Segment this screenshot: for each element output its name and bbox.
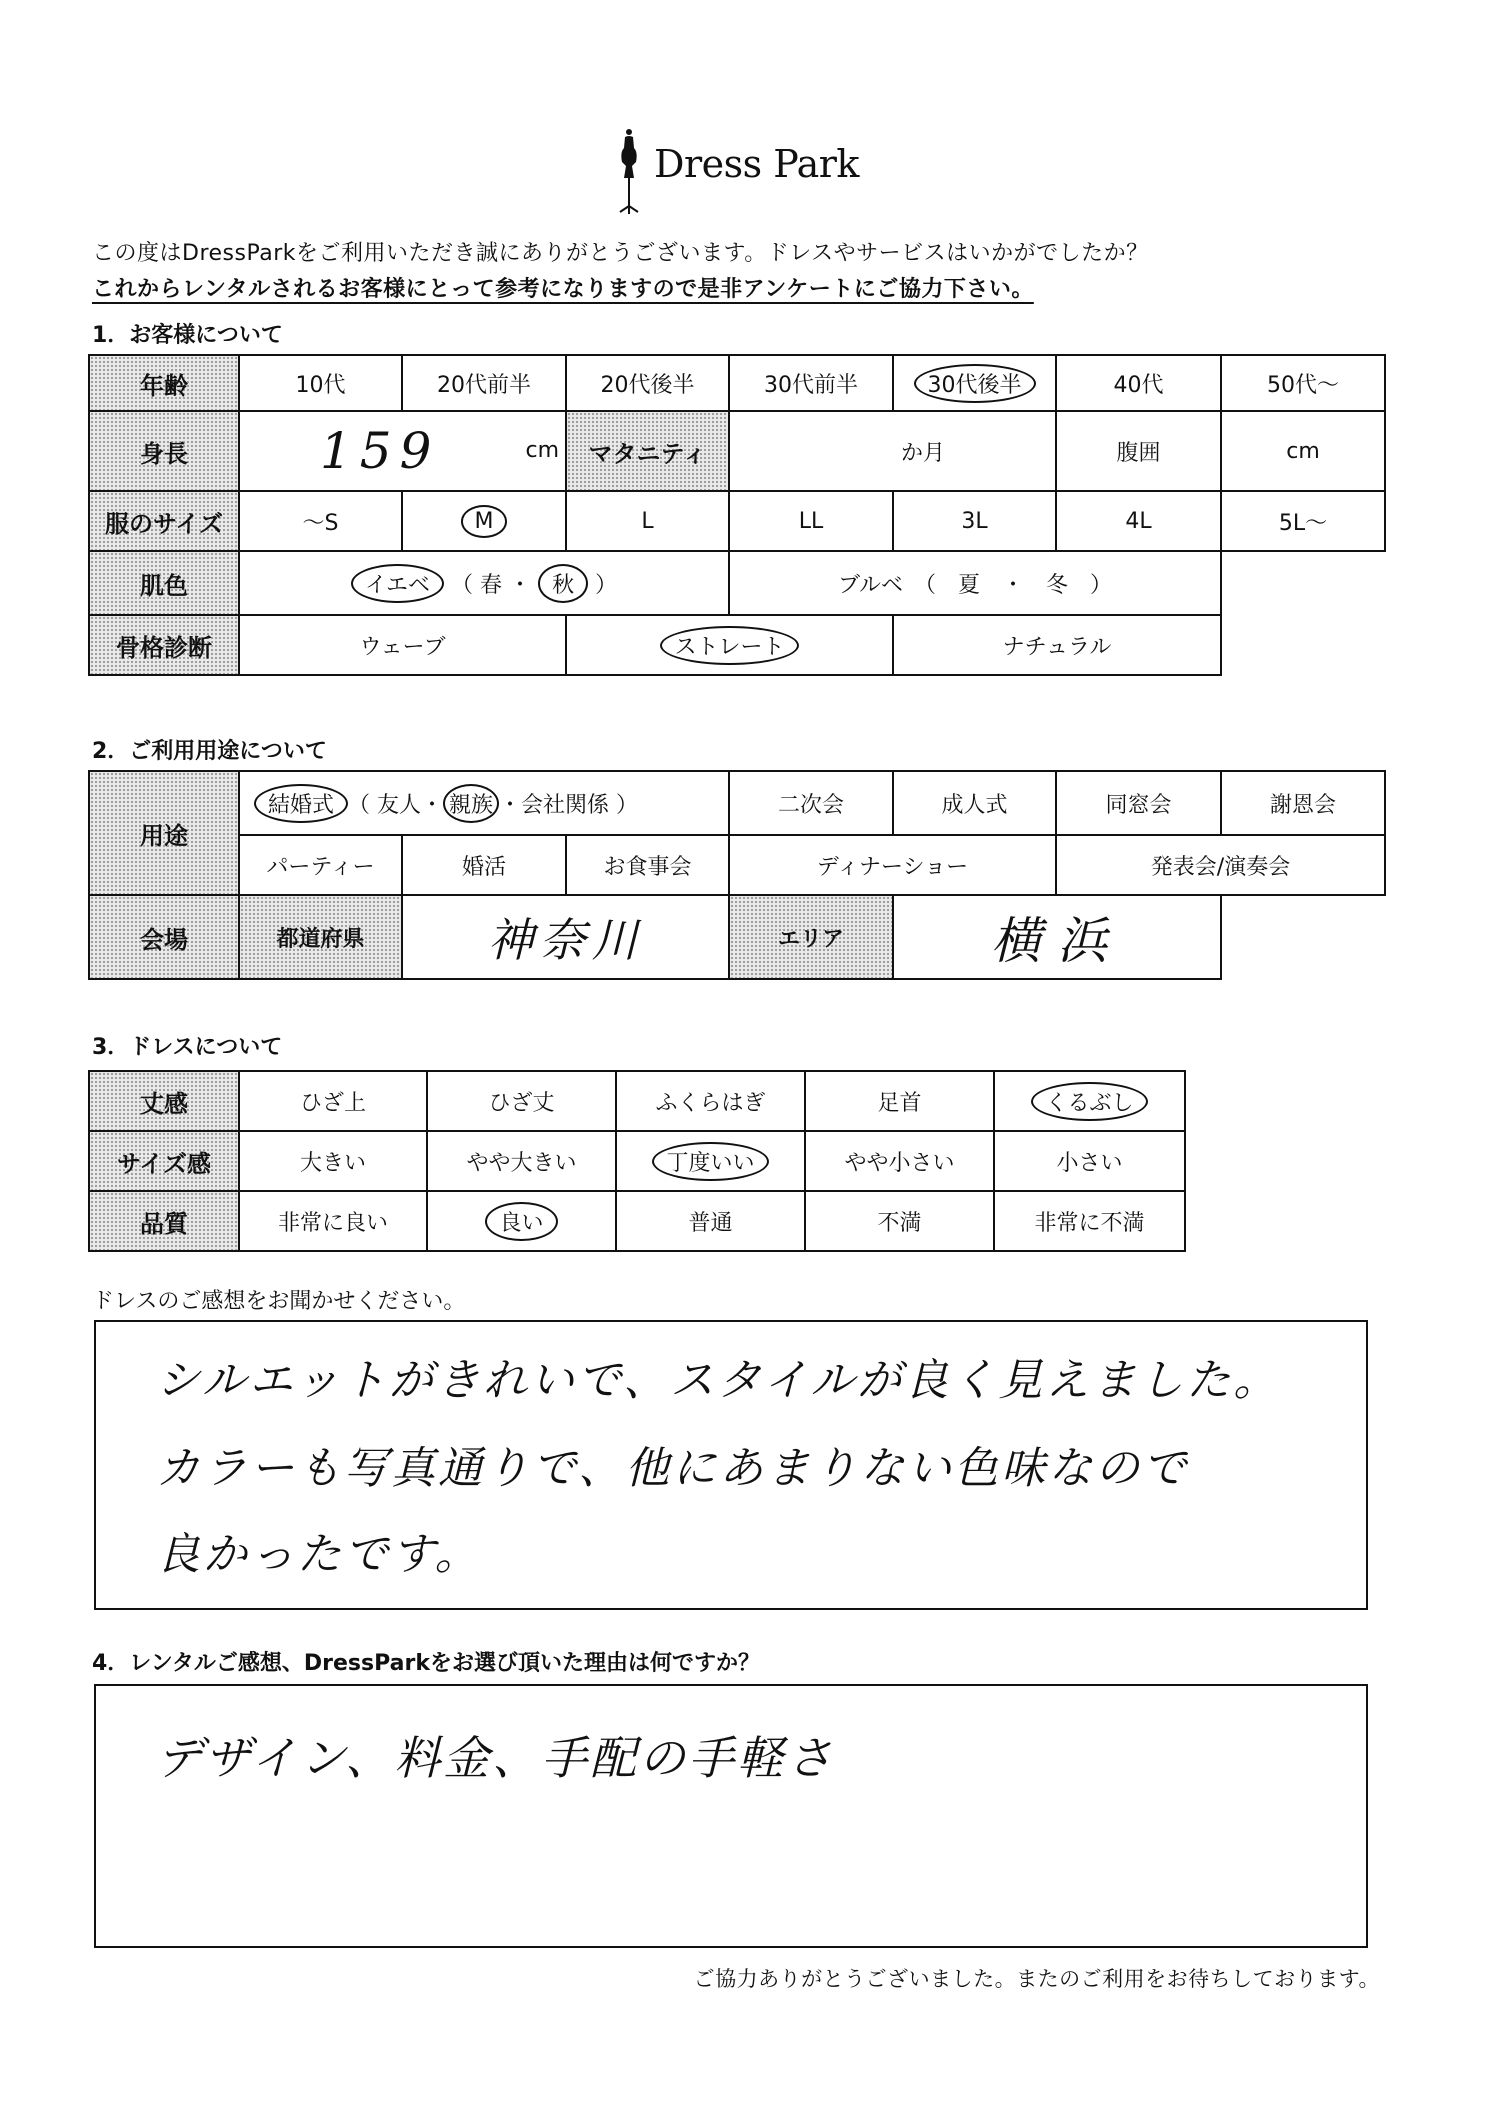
quality-option-good-cell[interactable] bbox=[427, 1191, 616, 1251]
intro-text: この度はDressParkをご利用いただき誠にありがとうございます。ドレスやサービスはいかがでしたか？ bbox=[92, 241, 1149, 266]
age-option-50s[interactable]: 50代～ bbox=[1221, 355, 1385, 411]
reunion-option[interactable]: 同窓会 bbox=[1056, 771, 1221, 835]
length-option-anklebone-cell[interactable] bbox=[994, 1071, 1185, 1131]
skin-blue-option[interactable]: ブルベ （ 夏 ・ 冬 ） bbox=[729, 551, 1221, 615]
length-option-anklebone[interactable]: くるぶし bbox=[1031, 1082, 1147, 1121]
skin-yellow-cell[interactable] bbox=[239, 551, 729, 615]
frame-option-wave[interactable]: ウェーブ bbox=[239, 615, 566, 675]
quality-option-dissatisfied[interactable]: 不満 bbox=[805, 1191, 994, 1251]
usage-table bbox=[88, 770, 1386, 980]
area-value: 横浜 bbox=[991, 912, 1123, 970]
height-unit: cm bbox=[525, 438, 559, 463]
party-option[interactable]: パーティー bbox=[239, 835, 402, 895]
impression-line-3: 良かったです。 bbox=[156, 1529, 482, 1580]
quality-option-average[interactable]: 普通 bbox=[616, 1191, 805, 1251]
fit-label: サイズ感 bbox=[89, 1131, 239, 1191]
skin-yellow-close: ） bbox=[595, 572, 618, 598]
fit-option-just-right[interactable]: 丁度いい bbox=[652, 1142, 768, 1181]
waist-unit: cm bbox=[1286, 438, 1320, 464]
wedding-open: （ 友人・ bbox=[348, 792, 444, 818]
thanks-party-option[interactable]: 謝恩会 bbox=[1221, 771, 1385, 835]
reasons-box[interactable] bbox=[94, 1684, 1368, 1948]
empty-cell bbox=[1221, 615, 1385, 675]
age-option-early-30s[interactable]: 30代前半 bbox=[729, 355, 893, 411]
quality-option-good[interactable]: 良い bbox=[485, 1202, 557, 1241]
reasons-answer: デザイン、料金、手配の手軽さ bbox=[156, 1731, 836, 1785]
konkatsu-option[interactable]: 婚活 bbox=[402, 835, 566, 895]
area-field[interactable] bbox=[893, 895, 1221, 979]
size-label: 服のサイズ bbox=[89, 491, 239, 551]
use-label: 用途 bbox=[89, 771, 239, 895]
after-party-option[interactable]: 二次会 bbox=[729, 771, 893, 835]
maternity-unit: か月 bbox=[900, 440, 945, 466]
prefecture-field[interactable] bbox=[402, 895, 729, 979]
size-option-3l[interactable]: 3L bbox=[893, 491, 1056, 551]
skin-autumn-option[interactable]: 秋 bbox=[538, 564, 588, 603]
fit-option-small[interactable]: 小さい bbox=[994, 1131, 1185, 1191]
reasons-title: 4．レンタルご感想、DressParkをお選び頂いた理由は何ですか？ bbox=[92, 1651, 760, 1676]
skin-yellow-option[interactable]: イエベ bbox=[351, 564, 444, 603]
impressions-box[interactable] bbox=[94, 1320, 1368, 1610]
empty-cell bbox=[1221, 551, 1385, 615]
impressions-prompt: ドレスのご感想をお聞かせください。 bbox=[92, 1289, 466, 1314]
logo-text: Dress Park bbox=[654, 142, 859, 186]
frame-option-natural[interactable]: ナチュラル bbox=[893, 615, 1221, 675]
coming-of-age-option[interactable]: 成人式 bbox=[893, 771, 1056, 835]
height-field[interactable] bbox=[239, 411, 566, 491]
quality-option-very-dissatisfied[interactable]: 非常に不満 bbox=[994, 1191, 1185, 1251]
skin-spring-option[interactable]: 春 bbox=[480, 572, 503, 598]
recital-option[interactable]: 発表会/演奏会 bbox=[1056, 835, 1385, 895]
size-option-ll[interactable]: LL bbox=[729, 491, 893, 551]
skin-label: 肌色 bbox=[89, 551, 239, 615]
length-option-calf[interactable]: ふくらはぎ bbox=[616, 1071, 805, 1131]
length-option-knee[interactable]: ひざ丈 bbox=[427, 1071, 616, 1131]
size-option-5l[interactable]: 5L～ bbox=[1221, 491, 1385, 551]
area-label: エリア bbox=[729, 895, 893, 979]
size-option-4l[interactable]: 4L bbox=[1056, 491, 1221, 551]
size-option-l[interactable]: L bbox=[566, 491, 729, 551]
wedding-cell[interactable] bbox=[239, 771, 729, 835]
age-option-late-20s[interactable]: 20代後半 bbox=[566, 355, 729, 411]
length-label: 丈感 bbox=[89, 1071, 239, 1131]
length-option-above-knee[interactable]: ひざ上 bbox=[239, 1071, 427, 1131]
customer-table bbox=[88, 354, 1386, 676]
fit-option-large[interactable]: 大きい bbox=[239, 1131, 427, 1191]
height-label: 身長 bbox=[89, 411, 239, 491]
frame-option-straight-cell[interactable] bbox=[566, 615, 893, 675]
age-option-late-30s-cell[interactable] bbox=[893, 355, 1056, 411]
section2-title: 2．ご利用用途について bbox=[92, 739, 327, 764]
prefecture-label: 都道府県 bbox=[239, 895, 402, 979]
height-value: 159 bbox=[320, 422, 440, 480]
dinner-show-option[interactable]: ディナーショー bbox=[729, 835, 1056, 895]
quality-label: 品質 bbox=[89, 1191, 239, 1251]
age-option-late-30s[interactable]: 30代後半 bbox=[914, 364, 1036, 403]
section3-title: 3．ドレスについて bbox=[92, 1035, 283, 1060]
waist-label: 腹囲 bbox=[1056, 411, 1221, 491]
skin-dot: ・ bbox=[509, 572, 532, 598]
impression-line-1: シルエットがきれいで、スタイルが良く見えました。 bbox=[156, 1355, 1281, 1406]
skin-yellow-open: （ bbox=[451, 572, 474, 598]
waist-field[interactable] bbox=[1221, 411, 1385, 491]
length-option-ankle[interactable]: 足首 bbox=[805, 1071, 994, 1131]
wedding-rest: ・会社関係 ） bbox=[499, 792, 639, 818]
dinner-option[interactable]: お食事会 bbox=[566, 835, 729, 895]
prefecture-value: 神奈川 bbox=[487, 913, 644, 967]
age-label: 年齢 bbox=[89, 355, 239, 411]
empty-cell bbox=[1221, 895, 1385, 979]
frame-label: 骨格診断 bbox=[89, 615, 239, 675]
size-option-m[interactable]: M bbox=[461, 505, 508, 538]
quality-option-very-good[interactable]: 非常に良い bbox=[239, 1191, 427, 1251]
fit-option-slightly-large[interactable]: やや大きい bbox=[427, 1131, 616, 1191]
relatives-option[interactable]: 親族 bbox=[443, 784, 499, 823]
age-option-10s[interactable]: 10代 bbox=[239, 355, 402, 411]
age-option-40s[interactable]: 40代 bbox=[1056, 355, 1221, 411]
footer-thanks: ご協力ありがとうございました。またのご利用をお待ちしております。 bbox=[693, 1967, 1380, 1991]
impression-line-2: カラーも写真通りで、他にあまりない色味なので bbox=[156, 1443, 1190, 1494]
dress-form-icon bbox=[612, 128, 646, 216]
wedding-option[interactable]: 結婚式 bbox=[254, 784, 348, 823]
intro-request: これからレンタルされるお客様にとって参考になりますので是非アンケートにご協力下さい。 bbox=[92, 277, 1034, 302]
size-option-m-cell[interactable] bbox=[402, 491, 566, 551]
maternity-label: マタニティ bbox=[566, 411, 729, 491]
fit-option-just-right-cell[interactable] bbox=[616, 1131, 805, 1191]
dresspark-logo bbox=[612, 128, 859, 218]
frame-option-straight[interactable]: ストレート bbox=[660, 626, 798, 665]
section1-title: 1．お客様について bbox=[92, 323, 283, 348]
fit-option-slightly-small[interactable]: やや小さい bbox=[805, 1131, 994, 1191]
dress-table bbox=[88, 1070, 1186, 1252]
age-option-early-20s[interactable]: 20代前半 bbox=[402, 355, 566, 411]
venue-label: 会場 bbox=[89, 895, 239, 979]
size-option-s[interactable]: ～S bbox=[239, 491, 402, 551]
maternity-field[interactable] bbox=[729, 411, 1056, 491]
